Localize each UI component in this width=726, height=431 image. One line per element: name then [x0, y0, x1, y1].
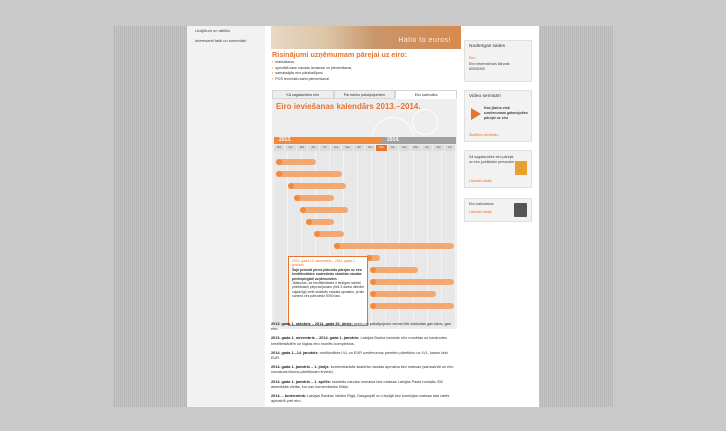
timeline-bar[interactable] — [370, 267, 418, 273]
banner-text: Hallo to euros! — [398, 37, 451, 44]
calendar-icon — [515, 161, 527, 175]
month-label: Mar — [411, 145, 422, 151]
sidebar-link-faq[interactable]: Uzdjūtum un atbilžu — [195, 28, 231, 33]
note-body: Jāatceras, ka kredītiestādes ir tiesīgas noteikt priekšsaimi pieprasījumam (tiek 3 darba dienām vajadzīgi) veikt skaidrās naudas apmaiņu, ja tās summa virs pārsniedz 5000 latu. — [292, 281, 364, 299]
page-heading: Risinājumi uzņēmumam pārejai uz eiro: — [272, 50, 407, 59]
calculator-box — [464, 198, 532, 222]
paragraph: 2014. gada 1. janvāris – 1. aprīlis: skaidrās naudas nomaiņa bez maksas Latvijas Pasta nodaļās 332 atsevišķās vietās, kur nav komercbanku filiāļu. — [271, 379, 444, 389]
timeline-bar[interactable] — [306, 219, 334, 225]
timeline-text — [271, 322, 457, 407]
bullet-icon: ▪ — [272, 65, 274, 70]
list-item: ▪ maksāšana, — [272, 60, 295, 64]
note-bold: Šajā periodā pirms plānotās pārejas uz eiro kredītiestādes nodrošinās skaidrās naudas priekšpiegādi uzņēmumiem. — [292, 267, 362, 281]
play-icon[interactable] — [471, 108, 481, 120]
month-label: Jan — [388, 145, 399, 151]
month-label: Mai — [297, 145, 308, 151]
hotline-text: Eiro informatīvais tālrunis: 80005390 — [469, 62, 511, 71]
month-label: Mai — [433, 145, 444, 151]
timeline-bar[interactable] — [300, 207, 348, 213]
month-label: Jūn — [445, 145, 456, 151]
box-title: Eiro kalkulators — [469, 202, 494, 206]
watch-seminar-link[interactable]: Skatīties semināru — [469, 133, 499, 137]
month-label: Apr — [285, 145, 296, 151]
timeline-bar[interactable] — [370, 291, 436, 297]
background-right — [539, 26, 613, 407]
paragraph: 2014. gada 1. janvāris – 1. jūnijs: komercbankās skaidrās naudas apmaiņa bez maksas (samazināt un eiro nomaiņas likuma pārrēķinam ieviest). — [271, 365, 454, 375]
timeline-bar[interactable] — [366, 255, 380, 261]
euro-link[interactable]: Eiro — [469, 56, 476, 60]
calculator-icon — [514, 203, 527, 217]
month-label: Jūl — [320, 145, 331, 151]
legal-entities-box — [464, 150, 532, 188]
year-2013-label: 2013. — [274, 137, 382, 144]
timeline-bar[interactable] — [334, 243, 454, 249]
month-label: Okt — [354, 145, 365, 151]
calculator-link[interactable]: Uzzināt vairāk — [469, 210, 492, 214]
background-left — [113, 26, 187, 407]
note-title: 2013. gada 10. decembris – 2014. gada 1. janvāris — [292, 259, 356, 268]
calendar-note — [288, 256, 368, 326]
left-sidebar — [187, 26, 265, 407]
month-label: Feb — [399, 145, 410, 151]
month-label: Jūn — [308, 145, 319, 151]
tab-euro-calendar[interactable]: Eiro kalendārs — [395, 90, 457, 99]
month-label: Sep — [342, 145, 353, 151]
list-item: ▪ samaksājās eiro pārskaitījumi, — [272, 71, 324, 76]
timeline-bar[interactable] — [370, 279, 454, 285]
timeline-bar[interactable] — [288, 183, 346, 189]
video-desc: Kas jāzina visā uzņēmumam gatavojoties pārejai uz eiro — [484, 106, 528, 120]
solutions-list — [272, 60, 352, 82]
bullet-icon: ▪ — [272, 76, 274, 81]
sidebar-link-facts[interactable]: Interesanti fakti un komentāri — [195, 38, 247, 43]
banner-image — [271, 26, 461, 49]
timeline-bar[interactable] — [276, 159, 316, 165]
paragraph: 2014. – bezterminā: Latvijas Bankas Valdes Rīgā, Daugavpilī un Liepājā bez komisijas maksas lata varēs apmainīt pret eiro. — [271, 394, 450, 404]
tab-bank-services[interactable]: Par banku pakalpojumiem — [334, 90, 396, 99]
paragraph: 2014. gada 1.–14. janvāris: norēķināties LVL un EUR uzņēmumos piemēro pārrēķinu uz LVL, kases čeki EUR. — [271, 350, 448, 361]
month-label: Mar — [274, 145, 285, 151]
timeline-bar[interactable] — [314, 231, 344, 237]
paragraph: 2013. gada 1. novembris – 2014. gada 1. janvāris: Latvijas Banka izsniedz eiro monētas un banknotes kredītiestādēm un lūgtas eiro monētu komplektus. — [271, 336, 447, 346]
timeline-bar[interactable] — [370, 303, 454, 309]
bullet-icon: ▪ — [272, 60, 274, 64]
learn-more-link[interactable]: Uzzināt vairāk — [469, 179, 492, 183]
legal-desc: Kā sagatavoties eiro pārejai uz eiro juridiskām personām — [469, 155, 514, 164]
tab-bar — [272, 90, 457, 99]
euro-calendar — [272, 99, 457, 329]
list-item: ▪ POS terminālu kartu pieņemšanai — [272, 76, 330, 81]
month-label: Dec — [376, 145, 387, 151]
tab-prepare[interactable]: Kā sagatavoties eiro — [272, 90, 334, 99]
decor-circle — [412, 109, 438, 135]
month-label: Aug — [331, 145, 342, 151]
page — [187, 26, 539, 407]
paragraph: 2013. gada 1. oktobris – 2014. gada 30. jūnijs: preču un pakalpojumu cenas tiek atainotas gan latos, gan eiro. — [271, 322, 451, 332]
box-title: Noderīgas saites — [469, 44, 505, 49]
year-2014-label: 2014. — [382, 137, 456, 144]
list-item: ▪ speciālā kase naudas izmaksai un pieņemšanai, — [272, 65, 353, 70]
video-box — [464, 90, 532, 142]
timeline-bar[interactable] — [276, 171, 342, 177]
box-title: Video semināri — [469, 94, 501, 99]
calendar-title: Eiro ieviešanas kalendārs 2013.–2014. — [276, 102, 421, 111]
month-label: Nov — [365, 145, 376, 151]
bullet-icon: ▪ — [272, 71, 274, 76]
useful-links-box — [464, 40, 532, 82]
timeline-bar[interactable] — [294, 195, 334, 201]
month-label: Apr — [422, 145, 433, 151]
